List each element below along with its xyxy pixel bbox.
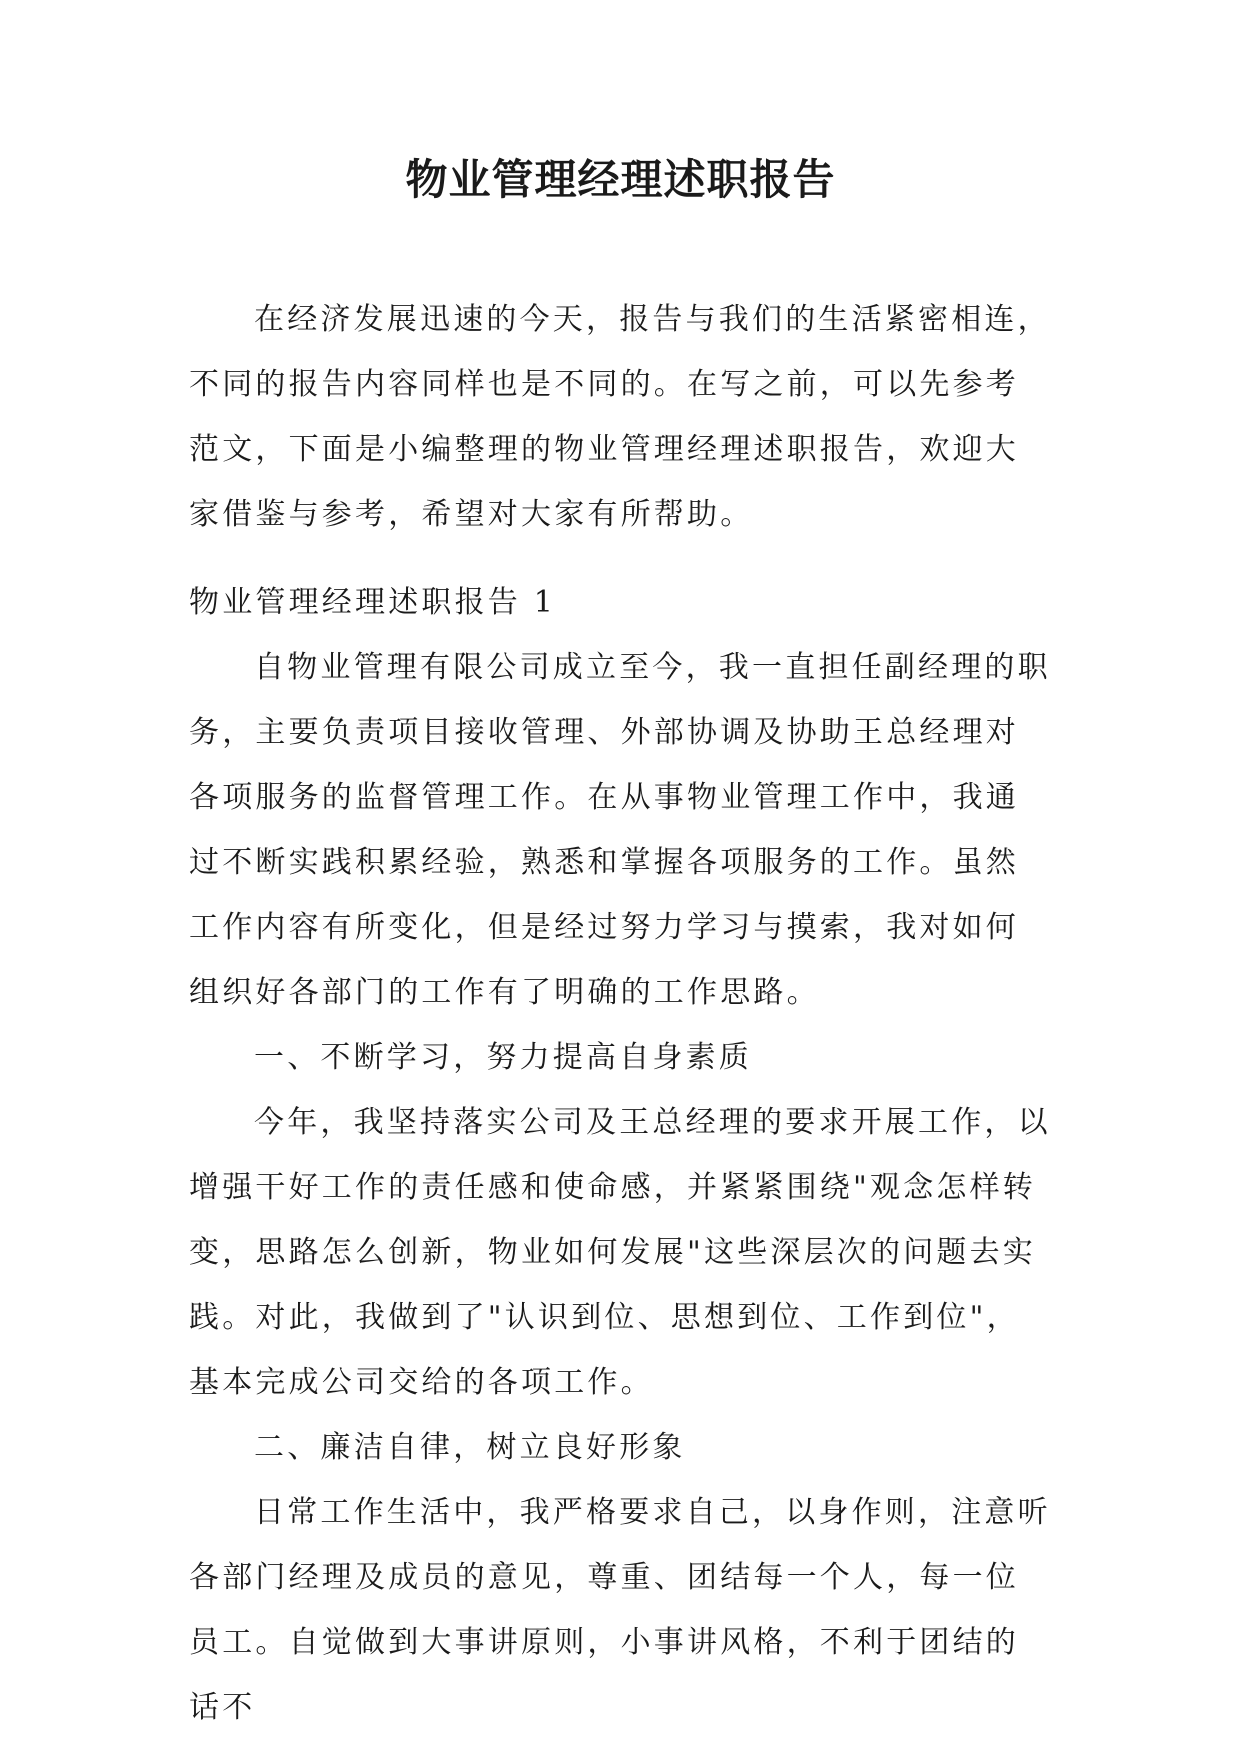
section-title: 物业管理经理述职报告 1: [189, 585, 557, 620]
document-title: 物业管理经理述职报告: [405, 155, 836, 204]
intro-paragraph: 在经济发展迅速的今天，报告与我们的生活紧密相连，不同的报告内容同样也是不同的。在写之前，可以先参考范文，下面是小编整理的物业管理经理述职报告，欢迎大家借鉴与参考，希望对大家有所帮助。: [189, 302, 1051, 532]
body-paragraph: 日常工作生活中，我严格要求自己，以身作则，注意听各部门经理及成员的意见，尊重、团结每一个人，每一位员工。自觉做到大事讲原则，小事讲风格，不利于团结的话不: [189, 1495, 1051, 1725]
heading-study: 一、不断学习，努力提高自身素质: [254, 1040, 752, 1075]
body-paragraph: 自物业管理有限公司成立至今，我一直担任副经理的职务，主要负责项目接收管理、外部协调及协助王总经理对各项服务的监督管理工作。在从事物业管理工作中，我通过不断实践积累经验，熟悉和掌握各项服务的工作。虽然工作内容有所变化，但是经过努力学习与摸索，我对如何组织好各部门的工作有了明确的工作思路。: [189, 650, 1051, 1010]
report-content: [189, 570, 1051, 1740]
heading-integrity: 二、廉洁自律，树立良好形象: [254, 1430, 686, 1465]
body-paragraph: 今年，我坚持落实公司及王总经理的要求开展工作，以增强干好工作的责任感和使命感，并紧紧围绕"观念怎样转变，思路怎么创新，物业如何发展"这些深层次的问题去实践。对此，我做到了"认识到位、思想到位、工作到位"，基本完成公司交给的各项工作。: [189, 1105, 1051, 1400]
